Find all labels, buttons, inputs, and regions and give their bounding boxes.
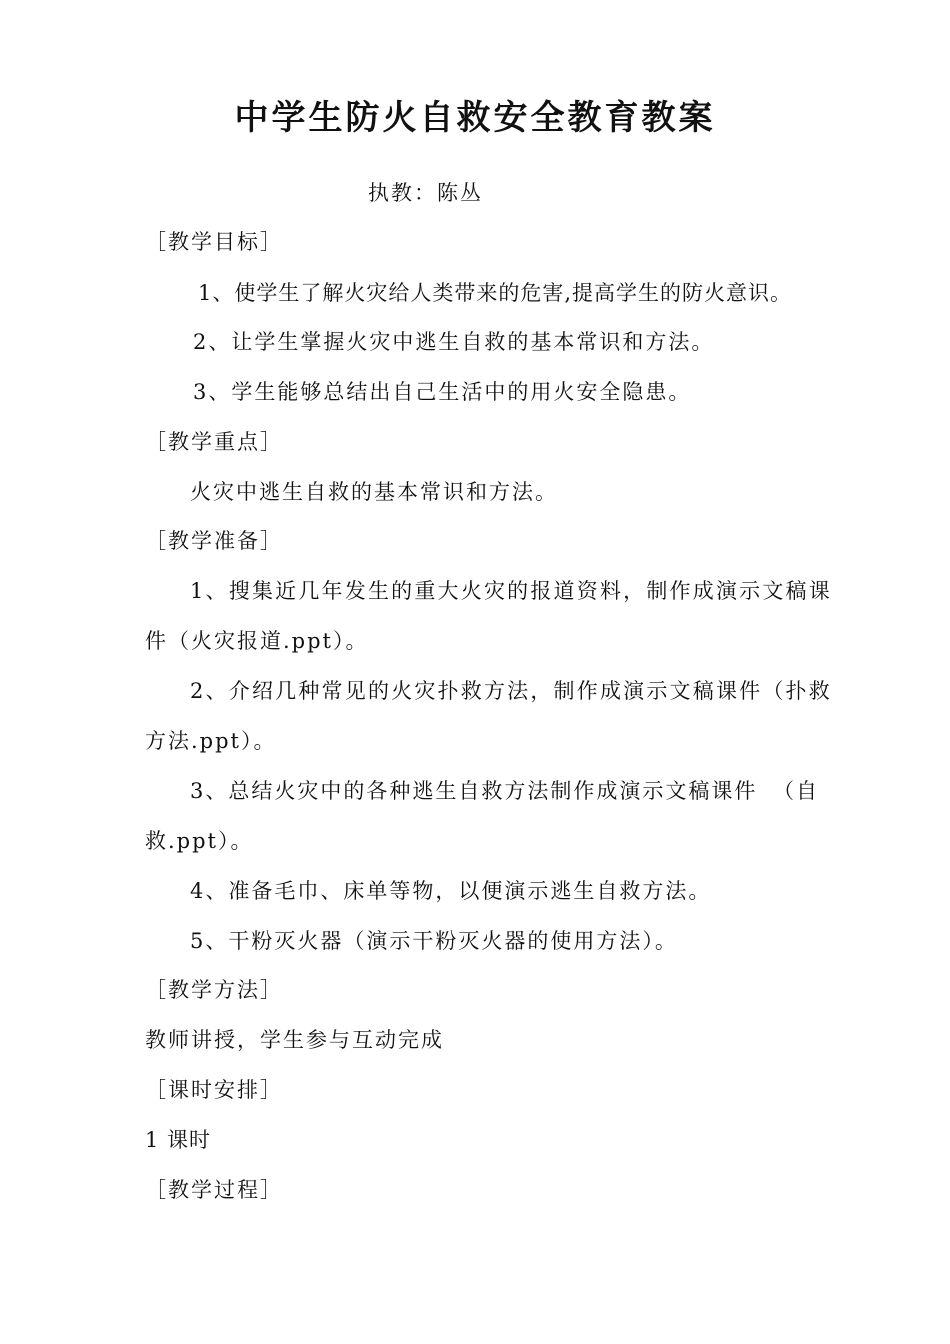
method-header: ［教学方法］	[145, 978, 283, 1002]
goal-item-2: 2、让学生掌握火灾中逃生自救的基本常识和方法。	[193, 330, 715, 354]
goal-item-3: 3、学生能够总结出自己生活中的用火安全隐患。	[193, 380, 692, 404]
schedule-text: 1 课时	[145, 1128, 212, 1152]
goal-item-1: 1、使学生了解火灾给人类带来的危害,提高学生的防火意识。	[198, 281, 793, 305]
author-line: 执教：陈丛	[368, 181, 483, 205]
prep-item-4: 4、准备毛巾、床单等物，以便演示逃生自救方法。	[190, 879, 712, 903]
process-header: ［教学过程］	[145, 1178, 283, 1202]
prep-item-3-line-2: 救.ppt）。	[145, 829, 254, 853]
prep-item-5: 5、干粉灭火器（演示干粉灭火器的使用方法）。	[190, 929, 678, 953]
prep-item-2-line-1: 2、介绍几种常见的火灾扑救方法，制作成演示文稿课件（扑救	[190, 679, 832, 703]
prep-item-1-line-1: 1、搜集近几年发生的重大火灾的报道资料，制作成演示文稿课	[190, 579, 832, 603]
prep-item-3-line-1-end: （自	[773, 779, 819, 803]
focus-text: 火灾中逃生自救的基本常识和方法。	[190, 480, 558, 504]
prep-header: ［教学准备］	[145, 529, 283, 553]
prep-item-3-line-1: 3、总结火灾中的各种逃生自救方法制作成演示文稿课件	[190, 779, 758, 803]
goals-header: ［教学目标］	[145, 230, 283, 254]
document-title: 中学生防火自救安全教育教案	[234, 98, 716, 138]
prep-item-1-line-2: 件（火灾报道.ppt）。	[145, 629, 369, 653]
method-text: 教师讲授，学生参与互动完成	[145, 1028, 444, 1052]
schedule-header: ［课时安排］	[145, 1078, 283, 1102]
prep-item-2-line-2: 方法.ppt）。	[145, 729, 277, 753]
focus-header: ［教学重点］	[145, 430, 283, 454]
